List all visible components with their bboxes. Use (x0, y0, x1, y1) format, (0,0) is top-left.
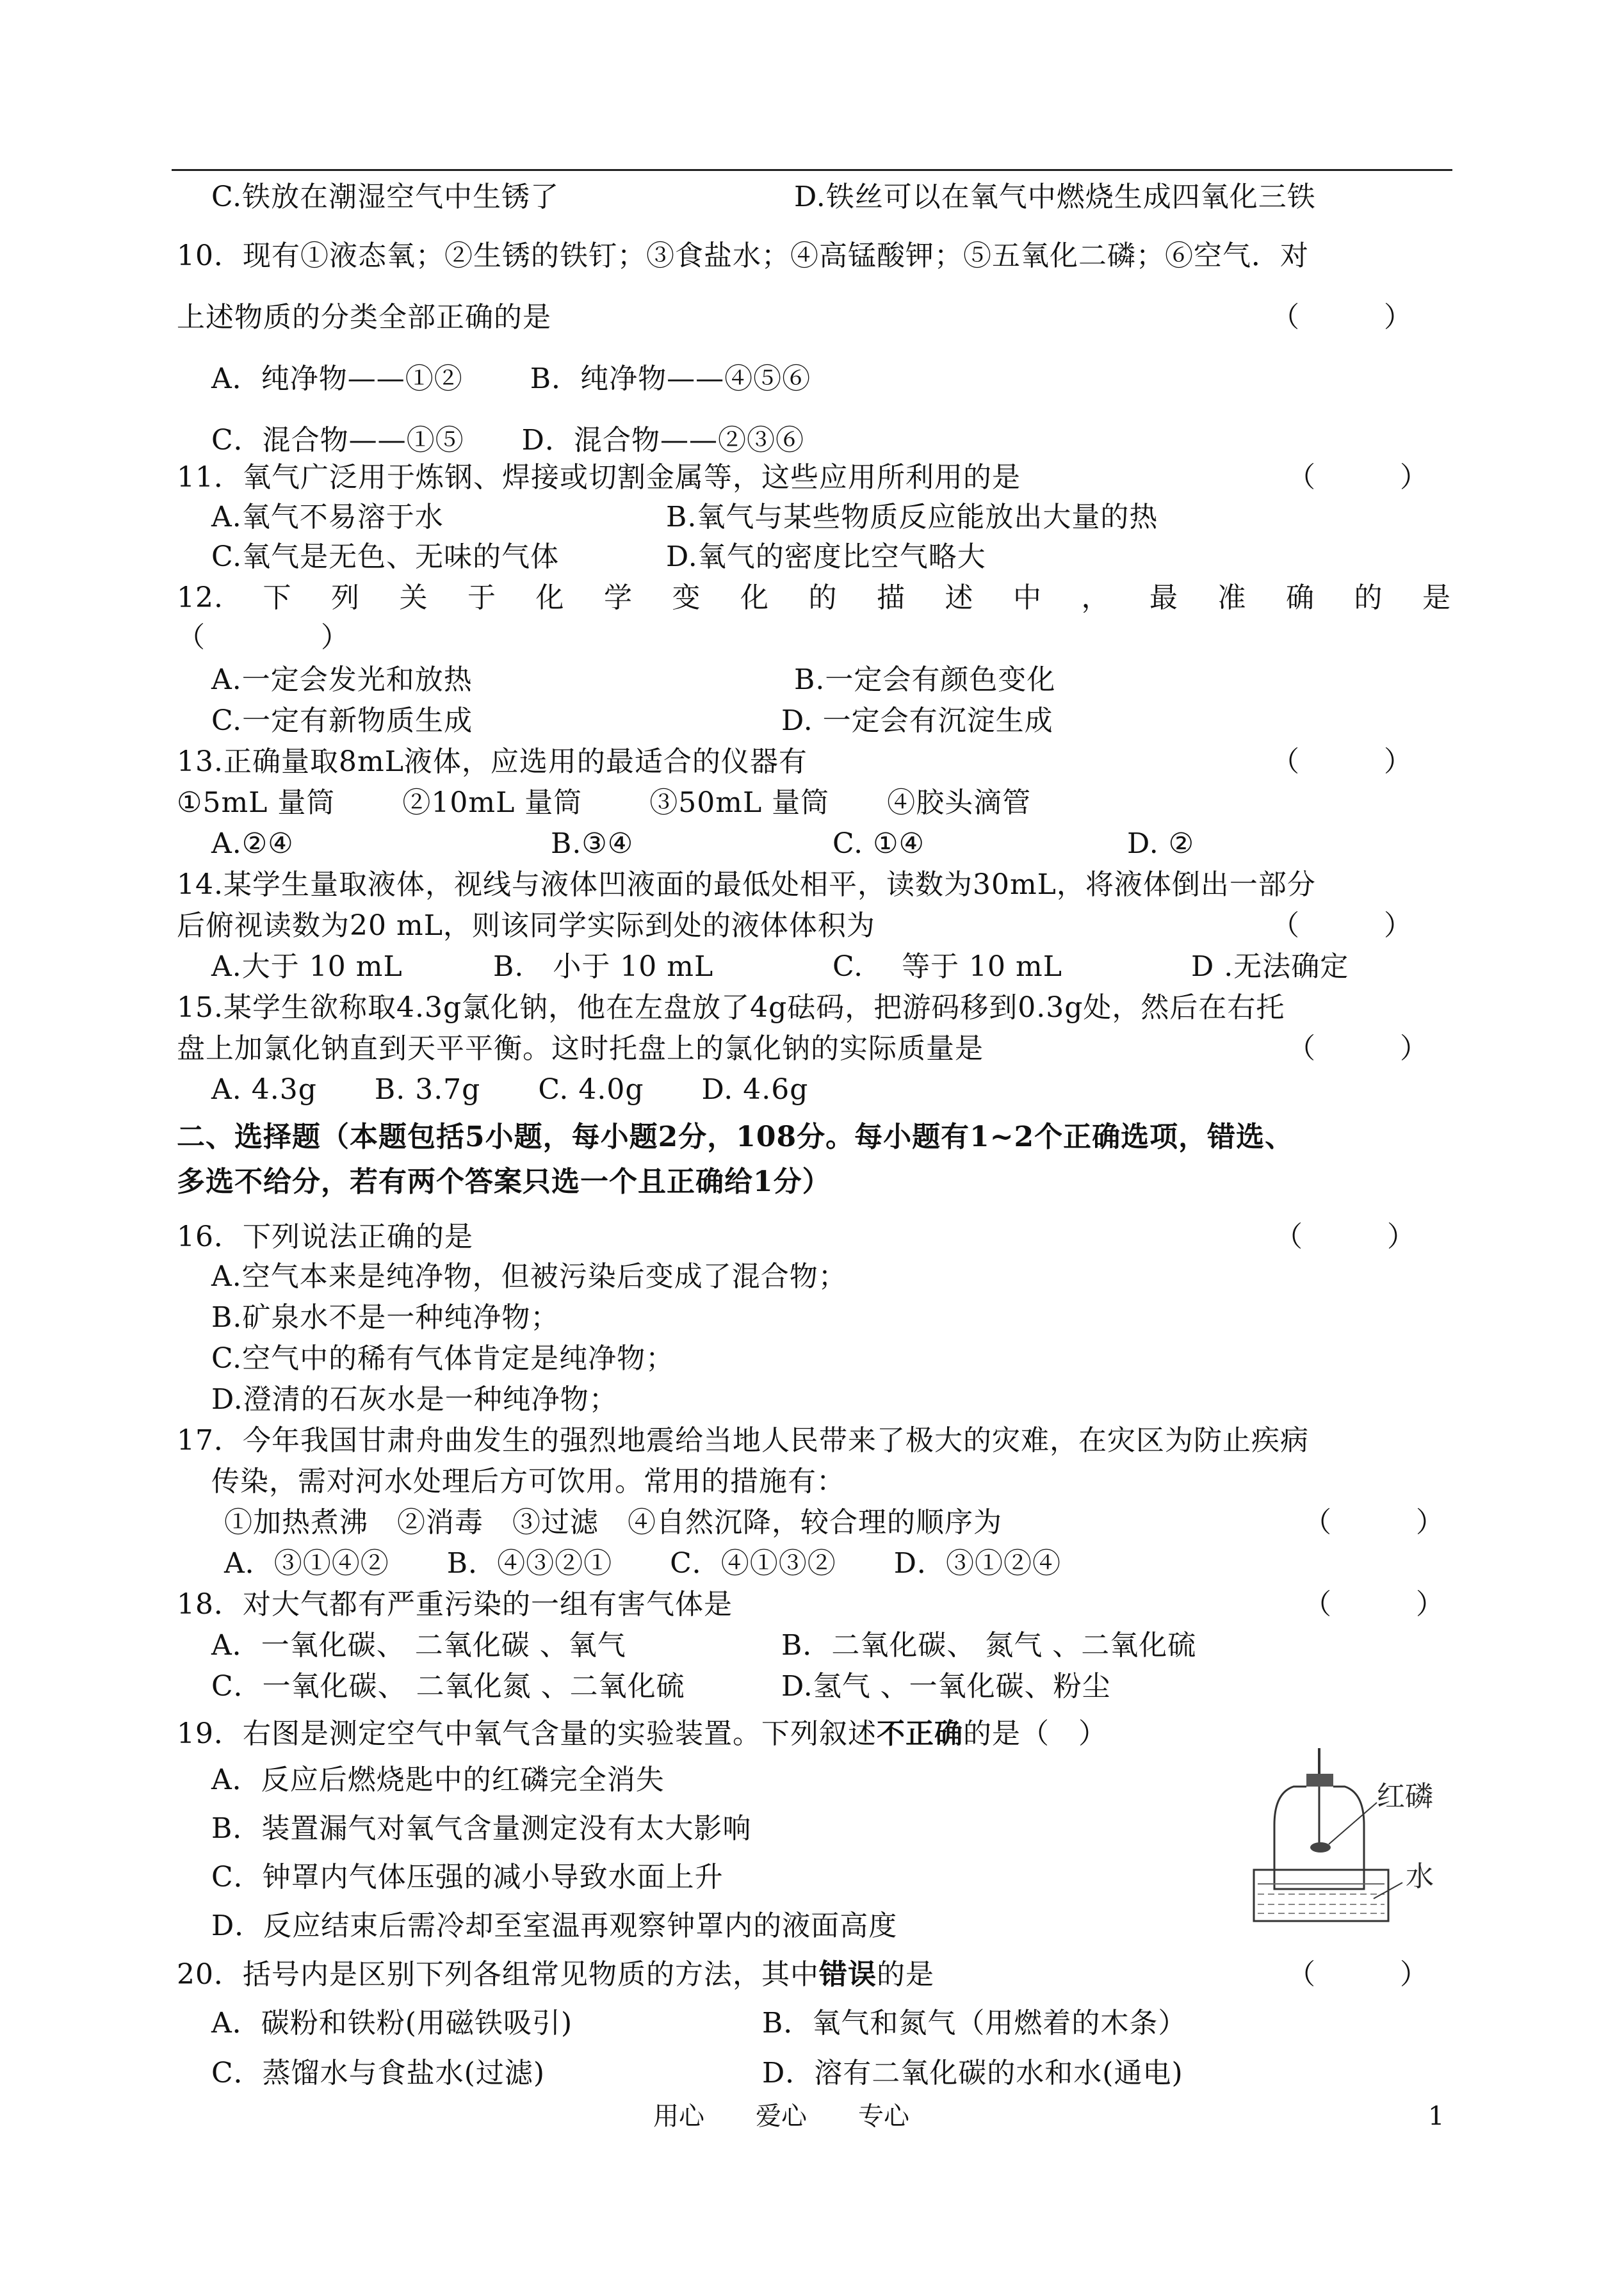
label-water: 水 (1406, 1860, 1434, 1893)
q11-stem: 11．氧气广泛用于炼钢、焊接或切割金属等，这些应用所利用的是 (177, 461, 1021, 494)
q19-stem-pre: 19．右图是测定空气中氧气含量的实验装置。下列叙述 (177, 1717, 877, 1750)
q12-stem-char: 变 (672, 581, 701, 614)
q12-option-b: B.一定会有颜色变化 (794, 663, 1056, 696)
q15-options: A. 4.3g B. 3.7g C. 4.0g D. 4.6g (211, 1073, 809, 1106)
q20-option-b: B．氧气和氮气（用燃着的木条） (762, 2007, 1187, 2040)
q10-options-ab: A．纯净物——①② B．纯净物——④⑤⑥ (211, 362, 811, 395)
q16-stem: 16．下列说法正确的是 (177, 1220, 473, 1253)
q16-answer-paren: （ ） (1274, 1220, 1415, 1253)
q18-option-b: B．二氧化碳、 氮气 、二氧化硫 (781, 1629, 1197, 1662)
q12-option-c: C.一定有新物质生成 (211, 704, 473, 737)
q12-stem-char: 下 (263, 581, 292, 614)
q20-option-c: C．蒸馏水与食盐水(过滤) (211, 2057, 545, 2089)
q15-stem-1: 15.某学生欲称取4.3g氯化钠，他在左盘放了4g砝码，把游码移到0.3g处，然后在右托 (177, 991, 1285, 1024)
q12-stem-char: 化 (535, 581, 565, 614)
q13-stem: 13.正确量取8mL液体，应选用的最适合的仪器有 (177, 745, 808, 778)
q12-stem-char: ， (1081, 581, 1110, 614)
q11-option-b: B.氧气与某些物质反应能放出大量的热 (666, 501, 1158, 533)
q19-option-c: C．钟罩内气体压强的减小导致水面上升 (211, 1861, 724, 1894)
q12-stem-char: 中 (1012, 581, 1042, 614)
q14-option-a: A.大于 10 mL (211, 950, 403, 983)
q12-stem-char: 列 (330, 581, 360, 614)
q12-stem-char: 的 (808, 581, 838, 614)
q12-option-a: A.一定会发光和放热 (211, 663, 473, 696)
q13-option-a: A.②④ (211, 827, 294, 860)
q20-answer-paren: （ ） (1287, 1958, 1428, 1991)
q18-answer-paren: （ ） (1303, 1588, 1444, 1621)
q11-option-d: D.氧气的密度比空气略大 (666, 540, 986, 573)
q12-stem-char: 化 (740, 581, 769, 614)
q10-stem-1: 10．现有①液态氧；②生锈的铁钉；③食盐水；④高锰酸钾；⑤五氧化二磷；⑥空气．对 (177, 239, 1309, 272)
q14-stem-1: 14.某学生量取液体，视线与液体凹液面的最低处相平，读数为30mL，将液体倒出一部分 (177, 868, 1316, 901)
q19-stem (177, 1716, 1107, 1752)
q16-option-d: D.澄清的石灰水是一种纯净物； (211, 1383, 618, 1416)
q11-option-a: A.氧气不易溶于水 (211, 501, 444, 533)
q17-stem-2: 传染，需对河水处理后方可饮用。常用的措施有： (211, 1465, 845, 1498)
q14-option-c: C. 等于 10 mL (832, 950, 1062, 983)
q10-options-cd: C．混合物——①⑤ D．混合物——②③⑥ (211, 424, 804, 457)
q12-stem-char: 最 (1149, 581, 1178, 614)
q19-stem-emphasis: 不正确 (877, 1717, 963, 1750)
q12-option-d: D. 一定会有沉淀生成 (781, 704, 1053, 737)
q20-stem-post: 的是 (877, 1958, 934, 1991)
bell-jar-diagram (1249, 1742, 1466, 1934)
q18-option-d: D.氢气 、一氧化碳、粉尘 (781, 1670, 1111, 1703)
q12-stem-char: 述 (945, 581, 974, 614)
q20-option-d: D．溶有二氧化碳的水和水(通电) (762, 2057, 1183, 2089)
q20-stem (177, 1957, 934, 1993)
q19-option-d: D．反应结束后需冷却至室温再观察钟罩内的液面高度 (211, 1910, 898, 1942)
q18-option-c: C．一氧化碳、 二氧化氮 、二氧化硫 (211, 1670, 685, 1703)
q18-stem: 18．对大气都有严重污染的一组有害气体是 (177, 1588, 733, 1621)
q13-option-c: C. ①④ (832, 827, 925, 860)
q19-stem-post: 的是（ ） (963, 1717, 1107, 1750)
q15-stem-2: 盘上加氯化钠直到天平平衡。这时托盘上的氯化钠的实际质量是 (177, 1032, 984, 1065)
q14-stem-2: 后俯视读数为20 mL，则该同学实际到处的液体体积为 (177, 909, 875, 942)
q12-stem-char: 关 (399, 581, 428, 614)
q14-option-d: D .无法确定 (1191, 950, 1349, 983)
page-number: 1 (1428, 2102, 1445, 2131)
q10-stem-2: 上述物质的分类全部正确的是 (177, 301, 551, 334)
q16-option-b: B.矿泉水不是一种纯净物； (211, 1301, 560, 1334)
q13-answer-paren: （ ） (1271, 745, 1412, 778)
q14-option-b: B. 小于 10 mL (493, 950, 714, 983)
q12-answer-paren: （ ） (177, 621, 350, 654)
q20-stem-pre: 20．括号内是区别下列各组常见物质的方法，其中 (177, 1958, 819, 1991)
section-2-heading-1: 二、选择题（本题包括5小题，每小题2分，108分。每小题有1~2个正确选项，错选、 (177, 1121, 1294, 1153)
q12-stem-char: 于 (467, 581, 496, 614)
q17-steps: ①加热煮沸 ②消毒 ③过滤 ④自然沉降，较合理的顺序为 (224, 1506, 1002, 1539)
q12-stem-char: 12. (177, 581, 223, 614)
q14-answer-paren: （ ） (1271, 909, 1412, 942)
q12-stem-char: 是 (1422, 581, 1451, 614)
q9-option-c: C.铁放在潮湿空气中生锈了 (211, 181, 560, 213)
q9-option-d: D.铁丝可以在氧气中燃烧生成四氧化三铁 (794, 181, 1316, 213)
q18-option-a: A．一氧化碳、 二氧化碳 、氧气 (211, 1629, 626, 1662)
label-red-phosphorus: 红磷 (1377, 1780, 1433, 1813)
q19-option-b: B．装置漏气对氧气含量测定没有太大影响 (211, 1812, 752, 1845)
q12-stem-char: 的 (1354, 581, 1383, 614)
q20-option-a: A．碳粉和铁粉(用磁铁吸引) (211, 2007, 573, 2040)
q11-option-c: C.氧气是无色、无味的气体 (211, 540, 560, 573)
footer-motto: 用心 爱心 专心 (653, 2102, 909, 2131)
header-rule (172, 169, 1452, 171)
q12-stem-char: 学 (603, 581, 633, 614)
q12-stem-char: 描 (876, 581, 905, 614)
section-2-heading-2: 多选不给分，若有两个答案只选一个且正确给1分） (177, 1165, 831, 1198)
q13-option-d: D. ② (1127, 827, 1195, 860)
q19-option-a: A．反应后燃烧匙中的红磷完全消失 (211, 1764, 665, 1796)
q16-option-a: A.空气本来是纯净物，但被污染后变成了混合物； (211, 1260, 847, 1293)
q11-answer-paren: （ ） (1287, 461, 1428, 494)
q15-answer-paren: （ ） (1287, 1032, 1428, 1065)
q12-stem-char: 确 (1285, 581, 1315, 614)
oxygen-experiment-figure (1249, 1742, 1466, 1934)
q13-instruments: ①5mL 量筒 ②10mL 量筒 ③50mL 量筒 ④胶头滴管 (177, 786, 1032, 819)
q10-answer-paren: （ ） (1271, 301, 1412, 334)
q17-options: A．③①④② B．④③②① C．④①③② D．③①②④ (224, 1547, 1062, 1580)
q17-stem-1: 17．今年我国甘肃舟曲发生的强烈地震给当地人民带来了极大的灾难，在灾区为防止疾病 (177, 1424, 1309, 1457)
q16-option-c: C.空气中的稀有气体肯定是纯净物； (211, 1342, 675, 1375)
q12-stem (177, 580, 1451, 616)
q13-option-b: B.③④ (551, 827, 634, 860)
q17-answer-paren: （ ） (1303, 1506, 1444, 1539)
q20-stem-emphasis: 错误 (819, 1958, 877, 1991)
q12-stem-char: 准 (1217, 581, 1247, 614)
